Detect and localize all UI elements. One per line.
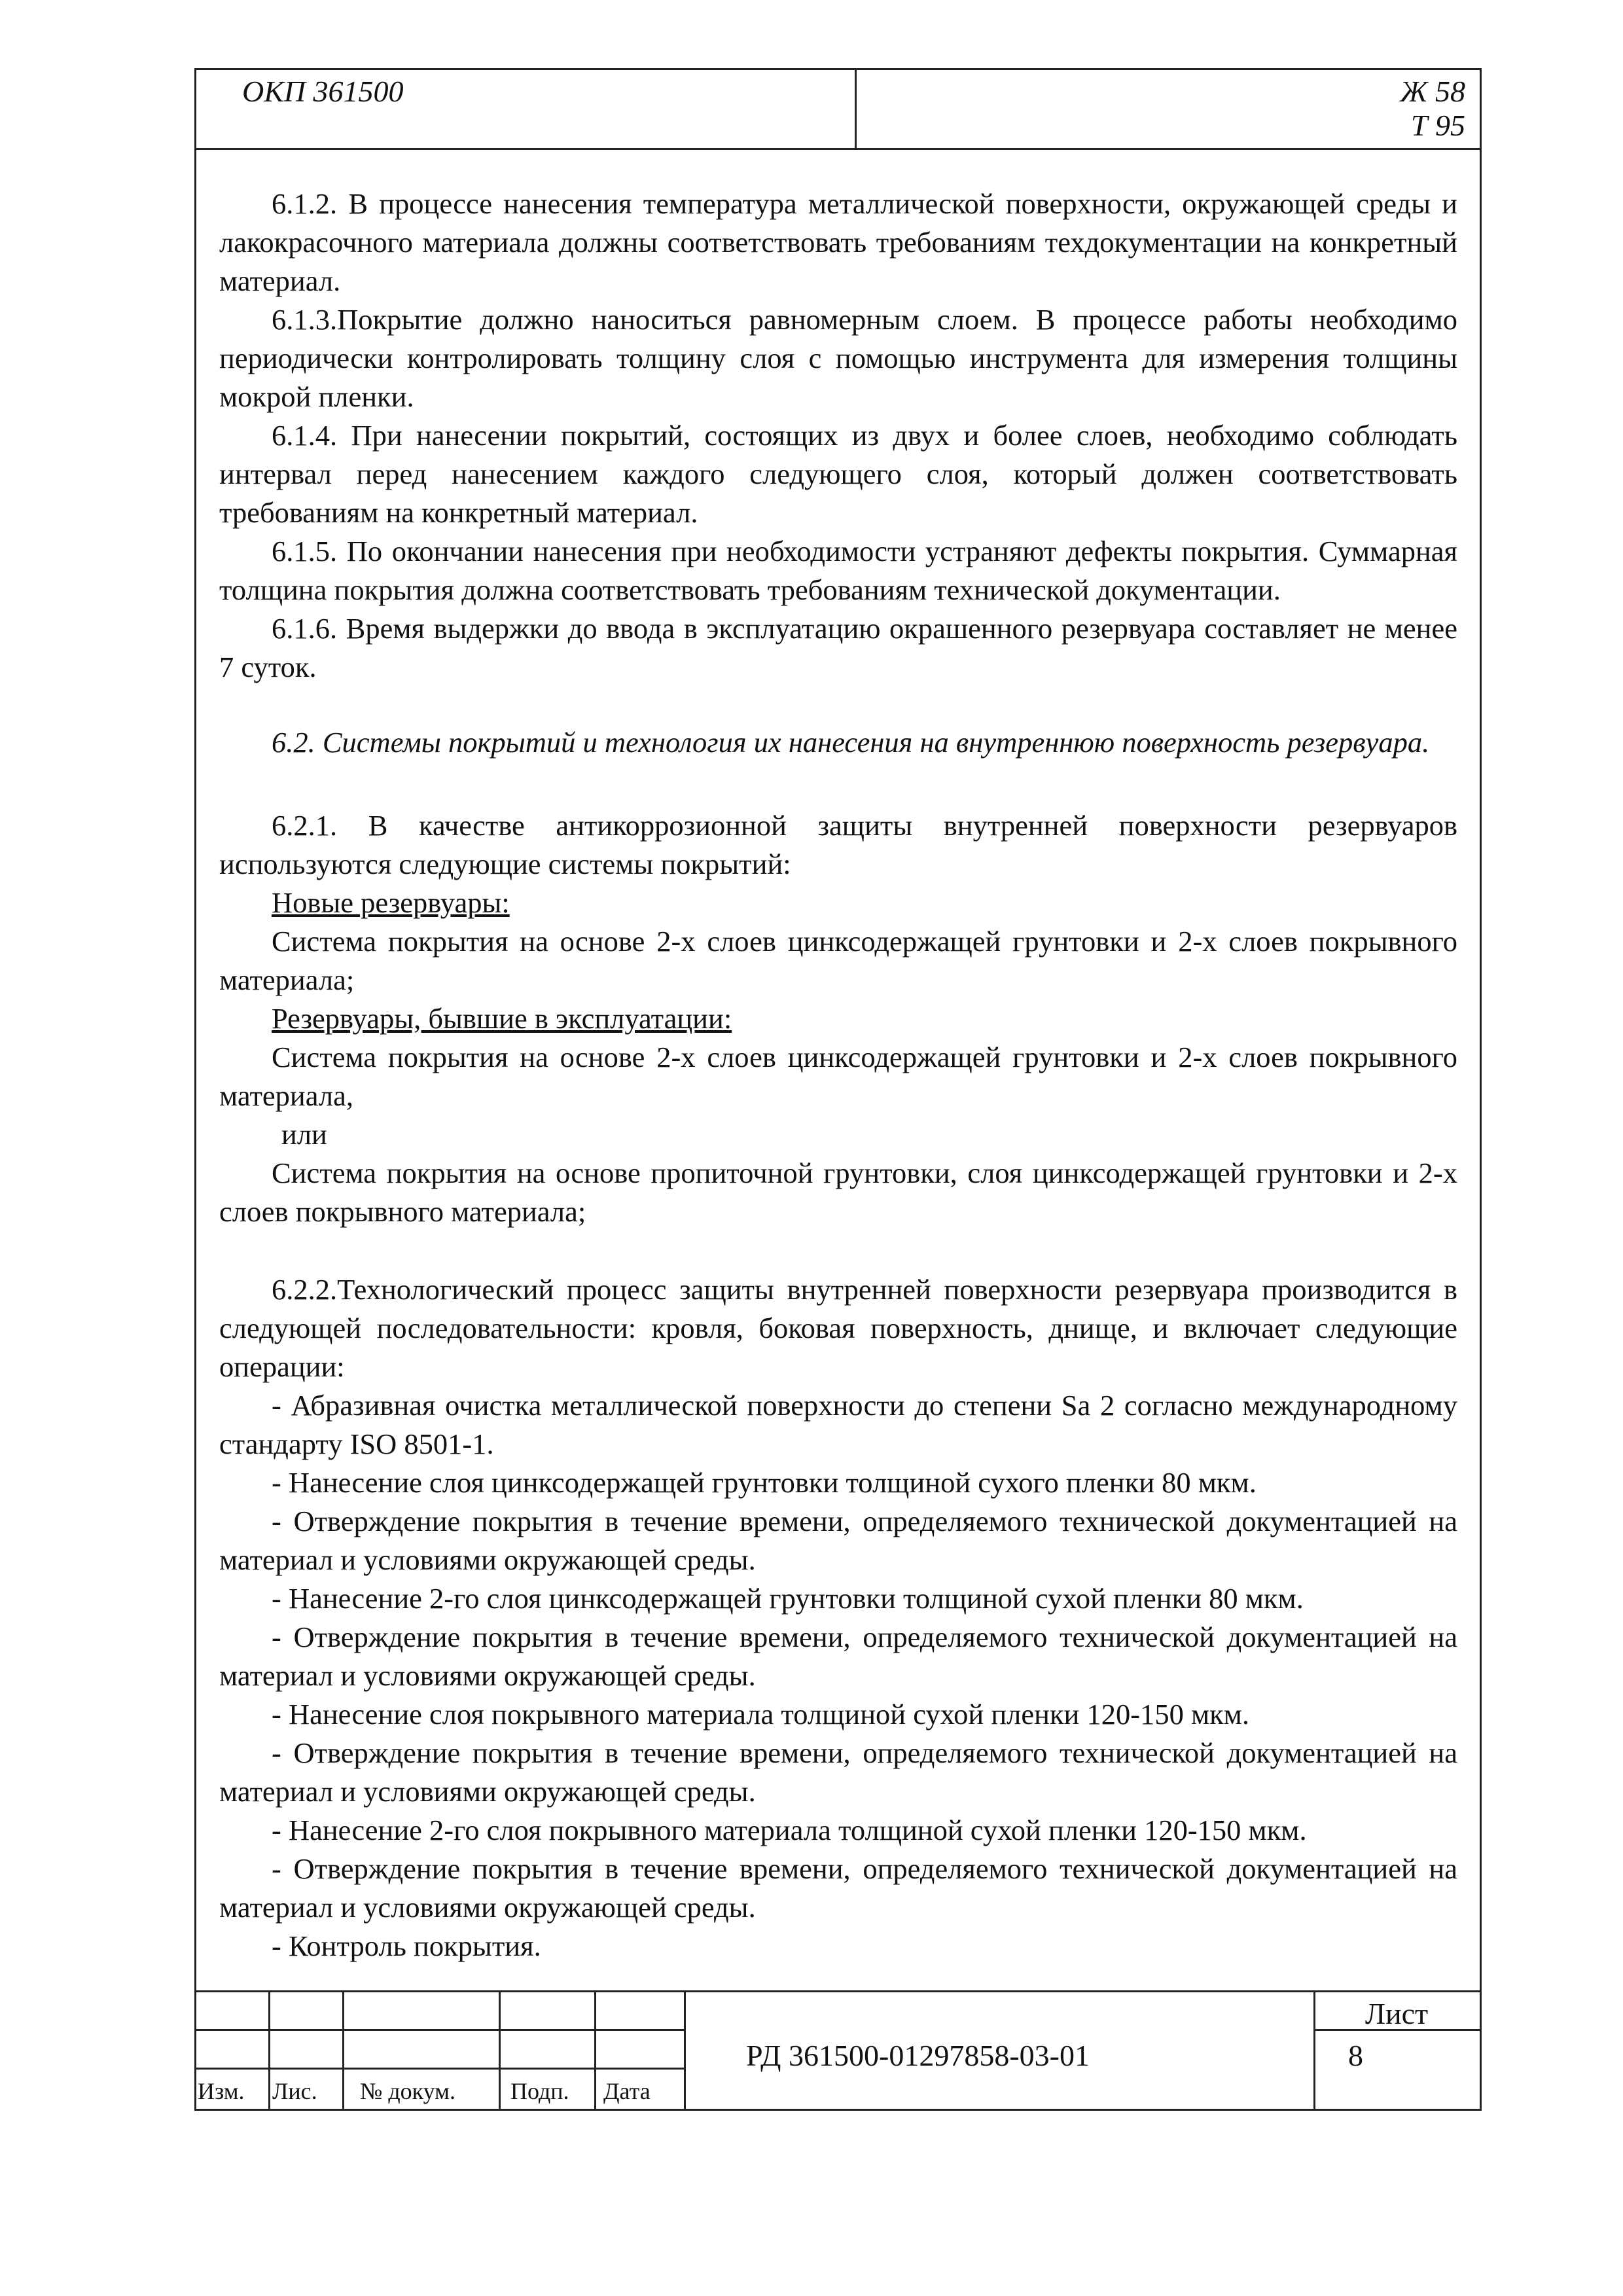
header-block: [196, 70, 1480, 150]
new-tanks-label-text: Новые резервуары:: [272, 886, 510, 919]
header-code-right-2: Т 95: [1410, 109, 1465, 142]
document-code: РД 361500-01297858-03-01: [746, 2039, 1090, 2072]
stamp-col-line: [268, 1992, 270, 2109]
used-tanks-label-text: Резервуары, бывшие в эксплуатации:: [272, 1002, 732, 1035]
used-tanks-system-2: Система покрытия на основе пропиточной грунтовки, слоя цинксодержащей грунтовки и 2-х слоев покрывного материала;: [219, 1157, 1457, 1228]
sheet-number: 8: [1348, 2039, 1363, 2072]
step-item: - Отверждение покрытия в течение времени, определяемого технической документацией на материал и условиями окружающей среды.: [219, 1852, 1457, 1924]
paragraph-6-1-5: 6.1.5. По окончании нанесения при необходимости устраняют дефекты покрытия. Суммарная толщина покрытия должна соответствовать требованиям технической документации.: [219, 535, 1457, 606]
sheet-label: Лист: [1364, 1997, 1429, 2030]
header-divider: [855, 70, 857, 148]
stamp-lis-label: Лис.: [272, 2078, 317, 2104]
section-title: 6.2. Системы покрытий и технология их нанесения на внутреннюю поверхность резервуара.: [272, 726, 1430, 759]
page-frame: [194, 68, 1482, 2111]
paragraph-6-1-4: 6.1.4. При нанесении покрытий, состоящих из двух и более слоев, необходимо соблюдать интервал перед нанесением каждого следующего слоя, который должен соответствовать требованиям на конкретный материал.: [219, 419, 1457, 529]
document-body: [219, 185, 1457, 1965]
paragraph-6-2-2: 6.2.2.Технологический процесс защиты внутренней поверхности резервуара производится в следующей последовательности: кровля, боковая поверхность, днище, и включает следующие операции:: [219, 1273, 1457, 1383]
step-item: - Нанесение 2-го слоя покрывного материала толщиной сухой пленки 120-150 мкм.: [272, 1814, 1307, 1846]
used-tanks-system-1: Система покрытия на основе 2-х слоев цинксодержащей грунтовки и 2-х слоев покрывного материала,: [219, 1041, 1457, 1112]
used-tanks-label: [219, 999, 1457, 1038]
step-item: - Нанесение слоя цинксодержащей грунтовки толщиной сухого пленки 80 мкм.: [272, 1466, 1257, 1499]
header-code-right-1: Ж 58: [1400, 75, 1465, 108]
new-tanks-system: Система покрытия на основе 2-х слоев цинксодержащей грунтовки и 2-х слоев покрывного материала;: [219, 925, 1457, 996]
stamp-doc-label: № докум.: [360, 2078, 455, 2104]
stamp-podp-label: Подп.: [510, 2078, 569, 2104]
okp-code: ОКП 361500: [242, 75, 404, 108]
or-word: или: [281, 1118, 327, 1151]
stamp-izm-label: Изм.: [198, 2078, 245, 2104]
stamp-data-label: Дата: [603, 2078, 651, 2104]
new-tanks-label: [219, 884, 1457, 922]
step-item: - Нанесение 2-го слоя цинксодержащей грунтовки толщиной сухой пленки 80 мкм.: [272, 1582, 1304, 1615]
paragraph-6-1-3: 6.1.3.Покрытие должно наноситься равномерным слоем. В процессе работы необходимо периодически контролировать толщину слоя с помощью инструмента для измерения толщины мокрой пленки.: [219, 303, 1457, 413]
stamp-col-line: [594, 1992, 596, 2109]
step-item: - Абразивная очистка металлической поверхности до степени Sa 2 согласно международному стандарту ISO 8501-1.: [219, 1389, 1457, 1460]
step-item: - Нанесение слоя покрывного материала толщиной сухой пленки 120-150 мкм.: [272, 1698, 1250, 1731]
title-block: [196, 1990, 1480, 2109]
step-item: - Отверждение покрытия в течение времени, определяемого технической документацией на материал и условиями окружающей среды.: [219, 1621, 1457, 1692]
stamp-col-line: [499, 1992, 501, 2109]
paragraph-6-1-2: 6.1.2. В процессе нанесения температура металлической поверхности, окружающей среды и лакокрасочного материала должны соответствовать требованиям техдокументации на конкретный материал.: [219, 187, 1457, 297]
paragraph-6-2-1: 6.2.1. В качестве антикоррозионной защиты внутренней поверхности резервуаров используются следующие системы покрытий:: [219, 809, 1457, 880]
paragraph-6-1-6: 6.1.6. Время выдержки до ввода в эксплуатацию окрашенного резервуара составляет не менее 7 суток.: [219, 612, 1457, 683]
step-item: - Отверждение покрытия в течение времени, определяемого технической документацией на материал и условиями окружающей среды.: [219, 1736, 1457, 1808]
stamp-col-line: [342, 1992, 344, 2109]
step-item: - Отверждение покрытия в течение времени, определяемого технической документацией на материал и условиями окружающей среды.: [219, 1505, 1457, 1576]
spacer: [219, 1231, 1457, 1270]
step-item: - Контроль покрытия.: [272, 1929, 541, 1962]
